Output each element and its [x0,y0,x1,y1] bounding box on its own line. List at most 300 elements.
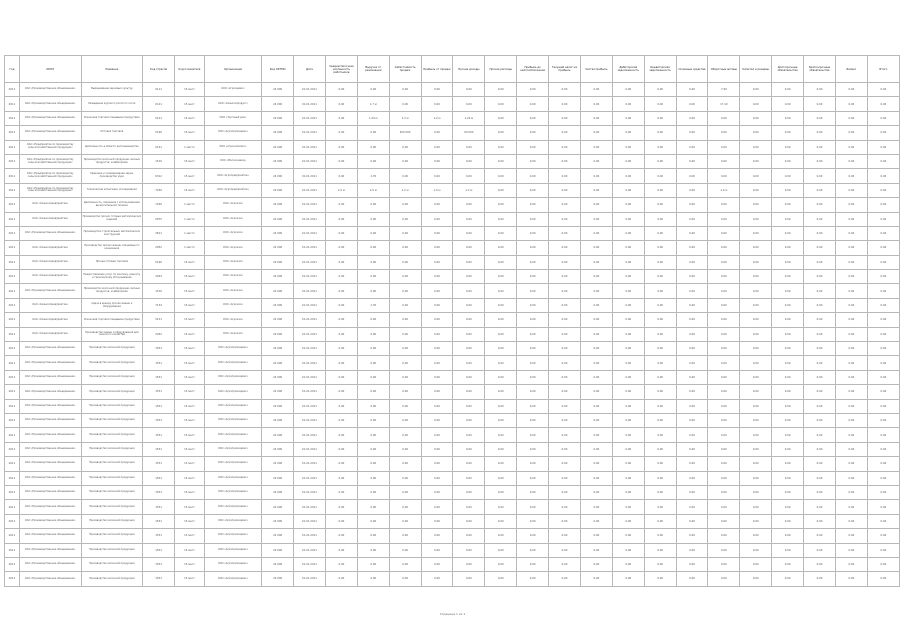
table-cell: 0,00 [389,169,421,183]
table-cell: 0,00 [357,370,389,384]
table-cell: 0,00 [517,298,549,312]
table-cell: 0,00 [389,514,421,528]
table-cell: 0,00 [867,111,899,125]
table-cell: 0,00 [580,97,612,111]
table-cell: 0,00 [453,413,485,427]
table-cell: 15 мест [175,313,205,327]
table-cell: 0,00 [740,327,772,341]
table-cell: 0,00 [517,140,549,154]
table-cell: 0,00 [867,572,899,586]
table-cell: 0,00 [549,428,581,442]
table-cell: 0,00 [357,529,389,543]
table-cell: 0,00 [612,313,644,327]
table-cell: 0,00 [644,198,676,212]
table-cell: 0,00 [804,97,836,111]
table-cell: 0,00 [867,342,899,356]
table-cell: 0,00 [740,428,772,442]
table-cell: ОАО «Производственное объединение» [19,543,81,557]
table-cell: 0,00 [580,169,612,183]
table-cell: 0,00 [708,169,740,183]
table-cell: 0,00 [485,399,517,413]
table-cell: 0,00 [325,212,357,226]
table-cell: 0,00 [325,154,357,168]
table-cell: 01.01.2011 [294,471,326,485]
table-cell: 0,00 [708,529,740,543]
table-cell: 0,00 [612,241,644,255]
table-cell: 24 000 [262,97,294,111]
table-cell: ОАО «Производственное объединение» [19,83,81,97]
table-cell: 0,00 [612,212,644,226]
table-cell: 0,00 [517,183,549,197]
table-cell: 0,00 [549,543,581,557]
table-cell: 0,00 [549,97,581,111]
table-cell: 0,00 [740,385,772,399]
table-row [5,198,900,212]
column-header: Долгосрочные обязательства [772,56,804,83]
table-cell: 0,00 [453,529,485,543]
table-cell: Производство молочной продукции [81,399,143,413]
table-cell: 0,00 [580,413,612,427]
table-cell: 0,00 [740,83,772,97]
table-cell: 0,00 [421,212,453,226]
table-cell: ООО «Агроком» [204,298,261,312]
table-cell: Сдача в аренду прочих машин и оборудования [81,298,143,312]
table-cell: 0,00 [835,126,867,140]
column-header: Баланс [835,56,867,83]
table-cell: 0,00 [612,169,644,183]
table-cell: ООО «Агроком» [204,270,261,284]
table-cell: 1,29 м [357,111,389,125]
table-cell: 1551 [143,413,175,427]
table-cell: 0,00 [740,97,772,111]
table-cell: 0,00 [676,298,708,312]
table-cell: 0,00 [453,557,485,571]
table-cell: 0,00 [867,485,899,499]
table-cell: 0,00 [772,140,804,154]
table-cell: 24 000 [262,399,294,413]
table-cell: 0,00 [708,327,740,341]
table-cell: 1551 [143,342,175,356]
table-cell: Производство молочной продукции [81,529,143,543]
table-row [5,226,900,240]
table-cell: 0,00 [740,399,772,413]
table-cell: 0,00 [644,514,676,528]
table-cell: 0,00 [612,572,644,586]
table-cell: 1,2 м [389,183,421,197]
table-cell: 24 000 [262,370,294,384]
table-cell: 0,00 [357,198,389,212]
table-cell: 1,35 [357,169,389,183]
table-cell: 24 000 [262,557,294,571]
table-cell: 0,00 [517,399,549,413]
table-cell: 0,00 [357,126,389,140]
table-cell: 1551 [143,399,175,413]
table-cell: ОАО «Сельхозпредприятие» [19,270,81,284]
table-cell: Производство молочной продукции [81,514,143,528]
table-cell: 0,00 [580,226,612,240]
column-header: Себестоимость продаж [389,56,421,83]
table-cell: 1551 [143,428,175,442]
table-cell: 0,00 [580,313,612,327]
table-cell: 24 000 [262,313,294,327]
table-cell: 0,00 [835,442,867,456]
table-cell: 0,00 [325,385,357,399]
table-cell: 0,00 [804,529,836,543]
table-cell: 0,00 [676,226,708,240]
table-cell: 0,00 [421,169,453,183]
table-cell: 0,00 [612,198,644,212]
table-cell: 0,00 [835,183,867,197]
table-cell: 1551 [143,370,175,384]
table-cell: 0,00 [676,356,708,370]
table-cell: Производство молочной продукции [81,485,143,499]
table-cell: 0,00 [740,270,772,284]
column-header: Код показателя [175,56,205,83]
table-cell: 01.01.2011 [294,83,326,97]
table-cell: 0,00 [835,557,867,571]
table-cell: 0,00 [708,356,740,370]
table-cell: 0,00 [708,543,740,557]
table-cell: 0,00 [389,543,421,557]
table-cell: 0,00 [549,342,581,356]
table-cell: 0,00 [421,356,453,370]
table-cell: 2011 [5,169,20,183]
table-cell: 2011 [5,97,20,111]
column-header: Прочие доходы [453,56,485,83]
table-cell: 0,00 [325,270,357,284]
table-row [5,97,900,111]
table-cell: 0,00 [453,514,485,528]
table-cell: 0,00 [421,313,453,327]
table-cell: 0,00 [740,356,772,370]
table-row [5,342,900,356]
table-cell: ОАО «Производственное объединение» [19,529,81,543]
table-cell: 0,00 [421,140,453,154]
table-cell: 0,00 [325,342,357,356]
table-cell: 0,00 [612,529,644,543]
table-row [5,140,900,154]
column-header: ОКПО [19,56,81,83]
table-cell: 0,00 [453,241,485,255]
table-cell: ОАО «Производственное объединение» [19,284,81,298]
table-cell: 0,00 [357,327,389,341]
table-row [5,284,900,298]
table-cell: ООО «Агропромсервис» [204,356,261,370]
table-cell: ООО «Агроком» [204,212,261,226]
table-cell: 0,00 [421,529,453,543]
table-cell: 0,00 [708,442,740,456]
table-cell: 0,00 [549,198,581,212]
table-cell: 01.01.2011 [294,485,326,499]
table-cell: 0,00 [740,529,772,543]
table-cell: 0,00 [612,370,644,384]
table-cell: 0,00 [485,111,517,125]
table-cell: 0,00 [485,572,517,586]
table-cell: 0,00 [549,385,581,399]
table-cell: 0,00 [357,514,389,528]
table-cell: 0,00 [644,442,676,456]
table-cell: 01.01.2011 [294,385,326,399]
table-cell: 5211 [143,111,175,125]
table-cell: 0,00 [772,270,804,284]
table-cell: 0,00 [835,169,867,183]
table-cell: 01.01.2011 [294,169,326,183]
table-cell: Производство молочной продукции, мясных продуктов, комбикормов [81,154,143,168]
table-cell: 0,00 [485,169,517,183]
table-cell: Деятельность, связанная с использованием вычислительной техники [81,198,143,212]
table-row [5,111,900,125]
table-cell: 0,00 [708,212,740,226]
data-table [4,55,900,587]
table-row [5,457,900,471]
table-cell: 0,00 [804,111,836,125]
table-cell: 0,00 [612,83,644,97]
table-cell: ООО «Агропромсервис» [204,572,261,586]
table-cell: 15 мест [175,413,205,427]
table-cell: 0,00 [644,284,676,298]
table-cell: 0,00 [612,442,644,456]
table-cell: 2011 [5,356,20,370]
table-cell: 0,00 [676,457,708,471]
table-cell: 0,00 [867,97,899,111]
table-cell: 6312 [143,169,175,183]
table-cell: 2011 [5,212,20,226]
table-cell: ОАО «Производственное объединение» [19,572,81,586]
table-cell: 0,00 [549,485,581,499]
table-cell: 0,00 [772,226,804,240]
table-cell: 0,00 [644,212,676,226]
table-cell: ООО «Агроком» [204,284,261,298]
table-cell: 0,00 [389,399,421,413]
table-cell: 0,00 [676,212,708,226]
table-cell: 0,00 [867,385,899,399]
table-cell: 0,00 [835,500,867,514]
table-cell: 0,00 [612,154,644,168]
table-cell: 0,00 [325,471,357,485]
table-cell: 400 000 [389,126,421,140]
table-cell: 01.01.2011 [294,111,326,125]
table-cell: ООО «Агропромсервис» [204,126,261,140]
table-cell: 0,00 [389,198,421,212]
table-cell: 0,00 [517,485,549,499]
table-cell: 15 мест [175,485,205,499]
table-cell: 0,00 [740,298,772,312]
table-cell: 0,00 [421,557,453,571]
table-row [5,313,900,327]
table-cell: 0,00 [580,529,612,543]
table-cell: 0,00 [517,356,549,370]
table-cell: 1 место [175,198,205,212]
table-cell: 0,00 [580,270,612,284]
table-cell: 01.01.2011 [294,241,326,255]
table-cell: 01.01.2011 [294,198,326,212]
table-cell: ООО «Агропромсервис» [204,342,261,356]
table-cell: 01.01.2011 [294,572,326,586]
table-cell: 0,00 [517,557,549,571]
table-cell: ОАО «Производственное объединение» [19,557,81,571]
table-cell: 0,00 [517,500,549,514]
table-cell: ОАО «Предприятие по производству сельскохозяйственной продукции» [19,183,81,197]
table-cell: 0,00 [740,140,772,154]
table-cell: 0,00 [740,471,772,485]
table-cell: 0,00 [835,356,867,370]
table-cell: 0,00 [835,140,867,154]
table-cell: 2011 [5,529,20,543]
column-header: Прочие расходы [485,56,517,83]
table-cell: 0,00 [740,212,772,226]
table-cell: 0,00 [421,226,453,240]
table-cell: 0,00 [804,126,836,140]
table-cell: 0,00 [517,543,549,557]
table-cell: ООО «Агрокомплекс» [204,140,261,154]
table-cell: ОАО «Производственное объединение» [19,97,81,111]
table-cell: 0,00 [453,169,485,183]
table-cell: 0,00 [867,457,899,471]
table-cell: Производство молочной продукции [81,457,143,471]
table-cell: 0,00 [740,198,772,212]
table-cell: 0,00 [644,471,676,485]
table-row [5,370,900,384]
table-row [5,385,900,399]
table-cell: 0,00 [676,557,708,571]
table-cell: ОАО «Производственное объединение» [19,500,81,514]
table-cell: 0,00 [867,183,899,197]
table-cell: 01.01.2011 [294,399,326,413]
table-cell: 24 000 [262,255,294,269]
table-cell: 15 мест [175,83,205,97]
table-cell: Производство молочной продукции [81,557,143,571]
table-cell: 0,00 [453,97,485,111]
table-cell: 0,00 [804,212,836,226]
table-cell: 01.01.2011 [294,557,326,571]
table-cell: 1,0 м [357,183,389,197]
table-cell: 0,00 [453,485,485,499]
table-cell: ООО «Агроком» [204,226,261,240]
table-cell: 0,00 [676,442,708,456]
table-cell: 1 место [175,241,205,255]
table-cell: 24 000 [262,111,294,125]
column-header: Код отрасли [143,56,175,83]
table-cell: 2011 [5,557,20,571]
table-cell: 2011 [5,572,20,586]
table-cell: Производство молочной продукции [81,342,143,356]
table-cell: 0,00 [389,428,421,442]
table-cell: 0,00 [804,428,836,442]
table-row [5,241,900,255]
table-cell: 0,00 [804,485,836,499]
table-cell: 0,00 [485,385,517,399]
table-cell: ОАО «Сельхозпредприятие» [19,241,81,255]
table-cell: 1,2 м [421,111,453,125]
table-cell: 2932 [143,327,175,341]
table-cell: 0,00 [676,169,708,183]
table-cell: 0,00 [708,514,740,528]
table-cell: 0,00 [772,428,804,442]
table-cell: 0,00 [453,284,485,298]
table-cell: 0,00 [676,413,708,427]
table-cell: 0,00 [517,385,549,399]
table-cell: 0,00 [804,284,836,298]
table-cell: 24 000 [262,284,294,298]
table-cell: 0,00 [580,572,612,586]
table-row [5,255,900,269]
table-cell: 0,00 [453,457,485,471]
table-cell: 0,00 [485,514,517,528]
table-cell: Розничная торговля пищевыми продуктами [81,313,143,327]
table-cell: 0,00 [772,97,804,111]
table-cell: 0,00 [549,298,581,312]
table-cell: ОАО «Производственное объединение» [19,126,81,140]
table-cell: 0,00 [867,327,899,341]
table-cell: Производство молочной продукции [81,385,143,399]
table-cell: 0,00 [325,241,357,255]
table-cell: 0,00 [804,370,836,384]
table-cell: Производство молочной продукции [81,500,143,514]
table-cell: 2011 [5,154,20,168]
column-header: Название [81,56,143,83]
table-cell: 15 мест [175,529,205,543]
table-cell: ОАО «Сельхозпредприятие» [19,313,81,327]
table-cell: 15 мест [175,557,205,571]
table-cell: 0,00 [453,428,485,442]
table-cell: 0,00 [708,126,740,140]
table-cell: 2011 [5,140,20,154]
column-header: Кредиторская задолженность [644,56,676,83]
table-cell: ОАО «Предприятие по производству сельскохозяйственной продукции» [19,169,81,183]
table-cell: 0,00 [485,342,517,356]
table-cell: 0,00 [612,226,644,240]
table-cell: 0,00 [804,385,836,399]
table-cell: 15 мест [175,111,205,125]
table-row [5,543,900,557]
table-cell: 0,00 [421,83,453,97]
table-cell: 0,00 [772,212,804,226]
table-cell: 0,00 [612,356,644,370]
table-cell: 0,00 [835,327,867,341]
table-cell: 0121 [143,97,175,111]
table-cell: 2011 [5,226,20,240]
table-cell: 17,19 [708,97,740,111]
table-cell: 0,00 [644,529,676,543]
table-cell: 24 000 [262,514,294,528]
table-cell: 0,00 [740,500,772,514]
table-cell: 0,00 [612,413,644,427]
table-cell: 0,00 [325,442,357,456]
table-row [5,485,900,499]
table-cell: Выращивание зерновых культур [81,83,143,97]
table-cell: 0,00 [740,442,772,456]
table-cell: 24 000 [262,413,294,427]
table-cell: 0,00 [517,327,549,341]
table-cell: ОАО «Производственное объединение» [19,356,81,370]
table-cell: 0,00 [740,169,772,183]
table-cell: Производство молочной продукции, мясных продуктов, комбикормов [81,284,143,298]
table-cell: 0,00 [740,183,772,197]
table-cell: 0,00 [676,428,708,442]
table-cell: 0,00 [453,154,485,168]
table-cell: 0,00 [804,198,836,212]
table-cell: 0,00 [612,270,644,284]
table-cell: 0,00 [676,284,708,298]
table-cell: 0,00 [453,370,485,384]
table-cell: 0,00 [389,557,421,571]
table-cell: 0,00 [485,428,517,442]
table-cell: 0,00 [357,428,389,442]
table-cell: Розничная торговля пищевыми продуктами [81,111,143,125]
table-cell: 15 мест [175,572,205,586]
table-cell: Производство молочной продукции [81,442,143,456]
table-cell: 0,00 [708,226,740,240]
